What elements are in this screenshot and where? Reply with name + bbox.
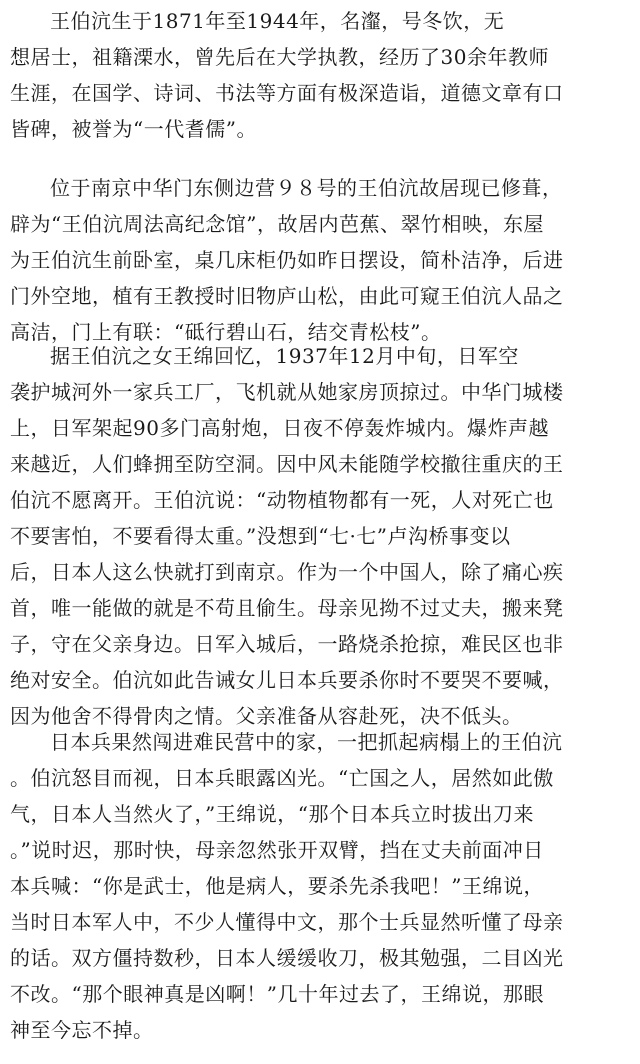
text-line: 据王伯沆之女王绵回忆，1937年12月中旬，日军空 (50, 344, 519, 368)
text-line: 子，守在父亲身边。日军入城后，一路烧杀抢掠，难民区也非 (10, 632, 564, 656)
text-line: 后，日本人这么快就打到南京。作为一个中国人，除了痛心疾 (10, 560, 564, 584)
paragraph-confrontation (10, 724, 630, 1048)
text-line: 位于南京中华门东侧边营９８号的王伯沆故居现已修葺， (50, 176, 563, 200)
text-line: 生涯，在国学、诗词、书法等方面有极深造诣，道德文章有口 (10, 81, 564, 105)
text-line: 来越近，人们蜂拥至防空洞。因中风未能随学校撤往重庆的王 (10, 452, 564, 476)
text-line: 想居士，祖籍溧水，曾先后在大学执教，经历了30余年教师 (10, 45, 549, 69)
text-line: 神至今忘不掉。 (10, 1018, 154, 1042)
text-line: 袭护城河外一家兵工厂，飞机就从她家房顶掠过。中华门城楼 (10, 380, 564, 404)
text-line: 。伯沆怒目而视，日本兵眼露凶光。“亡国之人，居然如此傲 (10, 766, 554, 790)
text-line: 上，日军架起90多门高射炮，日夜不停轰炸城内。爆炸声越 (10, 416, 549, 440)
paragraph-recollection (10, 338, 630, 734)
text-line: 皆碑，被誉为“一代耆儒”。 (10, 117, 257, 141)
text-line: 的话。双方僵持数秒，日本人缓缓收刀，极其勉强，二目凶光 (10, 946, 564, 970)
text-line: 。”说时迟，那时快，母亲忽然张开双臂，挡在丈夫前面冲日 (10, 838, 544, 862)
text-line: 不要害怕，不要看得太重。”没想到“七·七”卢沟桥事变以 (10, 524, 511, 548)
paragraph-residence (10, 170, 630, 350)
text-line: 绝对安全。伯沆如此告诫女儿日本兵要杀你时不要哭不要喊， (10, 668, 564, 692)
paragraph-bio (10, 3, 630, 147)
text-line: 门外空地，植有王教授时旧物庐山松，由此可窥王伯沆人品之 (10, 284, 564, 308)
text-line: 高洁，门上有联：“砥行碧山石，结交青松枝”。 (10, 320, 442, 344)
text-line: 伯沆不愿离开。王伯沆说：“动物植物都有一死，人对死亡也 (10, 488, 554, 512)
text-line: 当时日本军人中，不少人懂得中文，那个士兵显然听懂了母亲 (10, 910, 564, 934)
text-line: 本兵喊：“你是武士，他是病人，要杀先杀我吧！”王绵说， (10, 874, 544, 898)
text-line: 王伯沆生于1871年至1944年，名瀣，号冬饮，无 (50, 9, 505, 33)
text-line: 辟为“王伯沆周法高纪念馆”，故居内芭蕉、翠竹相映，东屋 (10, 212, 544, 236)
text-line: 因为他舍不得骨肉之情。父亲准备从容赴死，决不低头。 (10, 704, 523, 728)
text-line: 为王伯沆生前卧室，桌几床柜仍如昨日摆设，简朴洁净，后进 (10, 248, 564, 272)
text-line: 日本兵果然闯进难民营中的家，一把抓起病榻上的王伯沆 (50, 730, 563, 754)
text-line: 气，日本人当然火了，”王绵说，“那个日本兵立时拔出刀来 (10, 802, 534, 826)
text-line: 首，唯一能做的就是不苟且偷生。母亲见拗不过丈夫，搬来凳 (10, 596, 564, 620)
text-line: 不改。“那个眼神真是凶啊！”几十年过去了，王绵说，那眼 (10, 982, 544, 1006)
